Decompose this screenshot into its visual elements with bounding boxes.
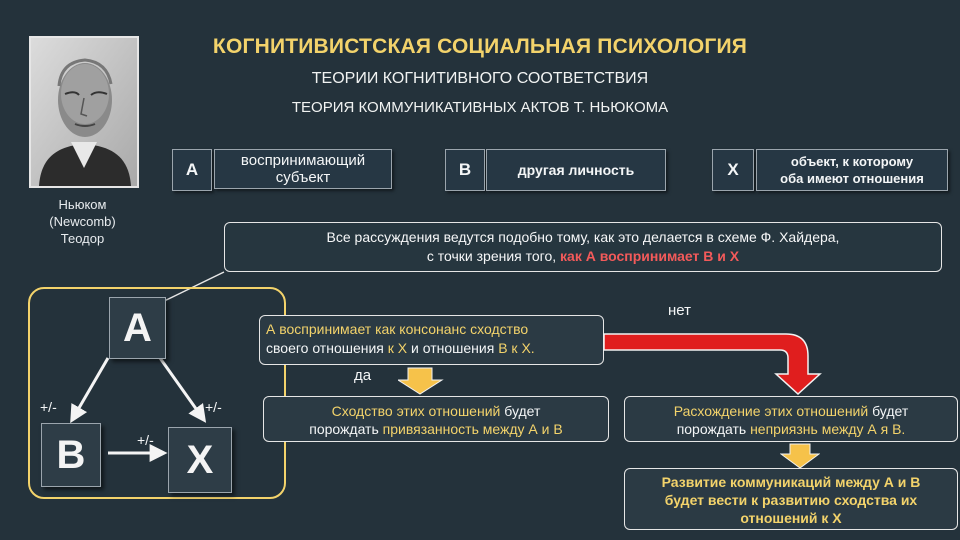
portrait-photo-icon	[31, 38, 137, 186]
result-final-line1: Развитие коммуникаций между А и В	[661, 474, 921, 490]
node-a: А	[109, 297, 166, 359]
result-no-p2: будет	[868, 403, 909, 419]
result-yes-p4: привязанность между А и В	[382, 421, 563, 437]
yes-branch-arrow	[398, 366, 444, 396]
def-x-text	[756, 149, 948, 191]
def-a-text: воспринимающий субъект	[214, 149, 392, 189]
reasoning-line2-plain: с точки зрения того,	[426, 248, 561, 264]
label-bx: +/-	[137, 432, 154, 448]
reasoning-line2-highlight: как А воспринимает В и Х	[560, 248, 740, 264]
caption-name-ru: Ньюком	[58, 197, 107, 212]
condition-p5: В к Х.	[498, 340, 535, 356]
node-b: В	[41, 423, 101, 487]
branch-no-label: нет	[668, 302, 691, 319]
result-no-p3: порождать	[676, 421, 751, 437]
def-a-letter: А	[172, 149, 212, 191]
result-no-p4: неприязнь между А я В.	[750, 421, 906, 437]
result-no-p1: Расхождение этих отношений	[673, 403, 869, 419]
slide-title: КОГНИТИВИСТСКАЯ СОЦИАЛЬНАЯ ПСИХОЛОГИЯ	[212, 35, 748, 58]
def-b-text: другая личность	[486, 149, 666, 191]
portrait-caption	[20, 196, 145, 247]
result-attraction	[263, 396, 609, 442]
newcomb-portrait	[29, 36, 139, 188]
def-x-text-line2: оба имеют отношения	[780, 171, 924, 186]
result-yes-p1: Сходство этих отношений	[331, 403, 501, 419]
def-b-letter: В	[445, 149, 485, 191]
no-branch-arrow	[600, 318, 830, 398]
label-ax: +/-	[205, 399, 222, 415]
result-dislike	[624, 396, 958, 442]
final-arrow	[780, 443, 820, 469]
node-x: Х	[168, 427, 232, 493]
caption-first-name: Теодор	[60, 231, 105, 246]
condition-p1: А воспринимает как консонанс сходство	[266, 321, 529, 337]
reasoning-line1: Все рассуждения ведутся подобно тому, как это делается в схеме Ф. Хайдера,	[326, 229, 840, 245]
slide-subtitle-newcomb: ТЕОРИЯ КОММУНИКАТИВНЫХ АКТОВ Т. НЬЮКОМА	[291, 99, 669, 116]
condition-box	[259, 315, 604, 365]
result-yes-p2: будет	[500, 403, 541, 419]
result-final-line2: будет вести к развитию сходства их	[664, 492, 918, 508]
result-yes-p3: порождать	[309, 421, 383, 437]
result-final-line3: отношений к Х	[740, 510, 842, 526]
reasoning-note	[224, 222, 942, 272]
slide-subtitle-theories: ТЕОРИИ КОГНИТИВНОГО СООТВЕТСТВИЯ	[311, 70, 649, 87]
condition-p4: и отношения	[407, 340, 499, 356]
condition-p3: к Х	[387, 340, 408, 356]
def-x-text-line1: объект, к которому	[790, 154, 914, 169]
def-x-letter: Х	[712, 149, 754, 191]
result-final	[624, 468, 958, 530]
branch-yes-label: да	[354, 367, 372, 384]
arrow-a-to-b	[72, 358, 108, 420]
arrow-a-to-x	[160, 358, 204, 420]
condition-p2: своего отношения	[266, 340, 388, 356]
label-ab: +/-	[40, 399, 57, 415]
reasoning-line2	[225, 247, 941, 266]
caption-name-en: (Newcomb)	[49, 214, 116, 229]
